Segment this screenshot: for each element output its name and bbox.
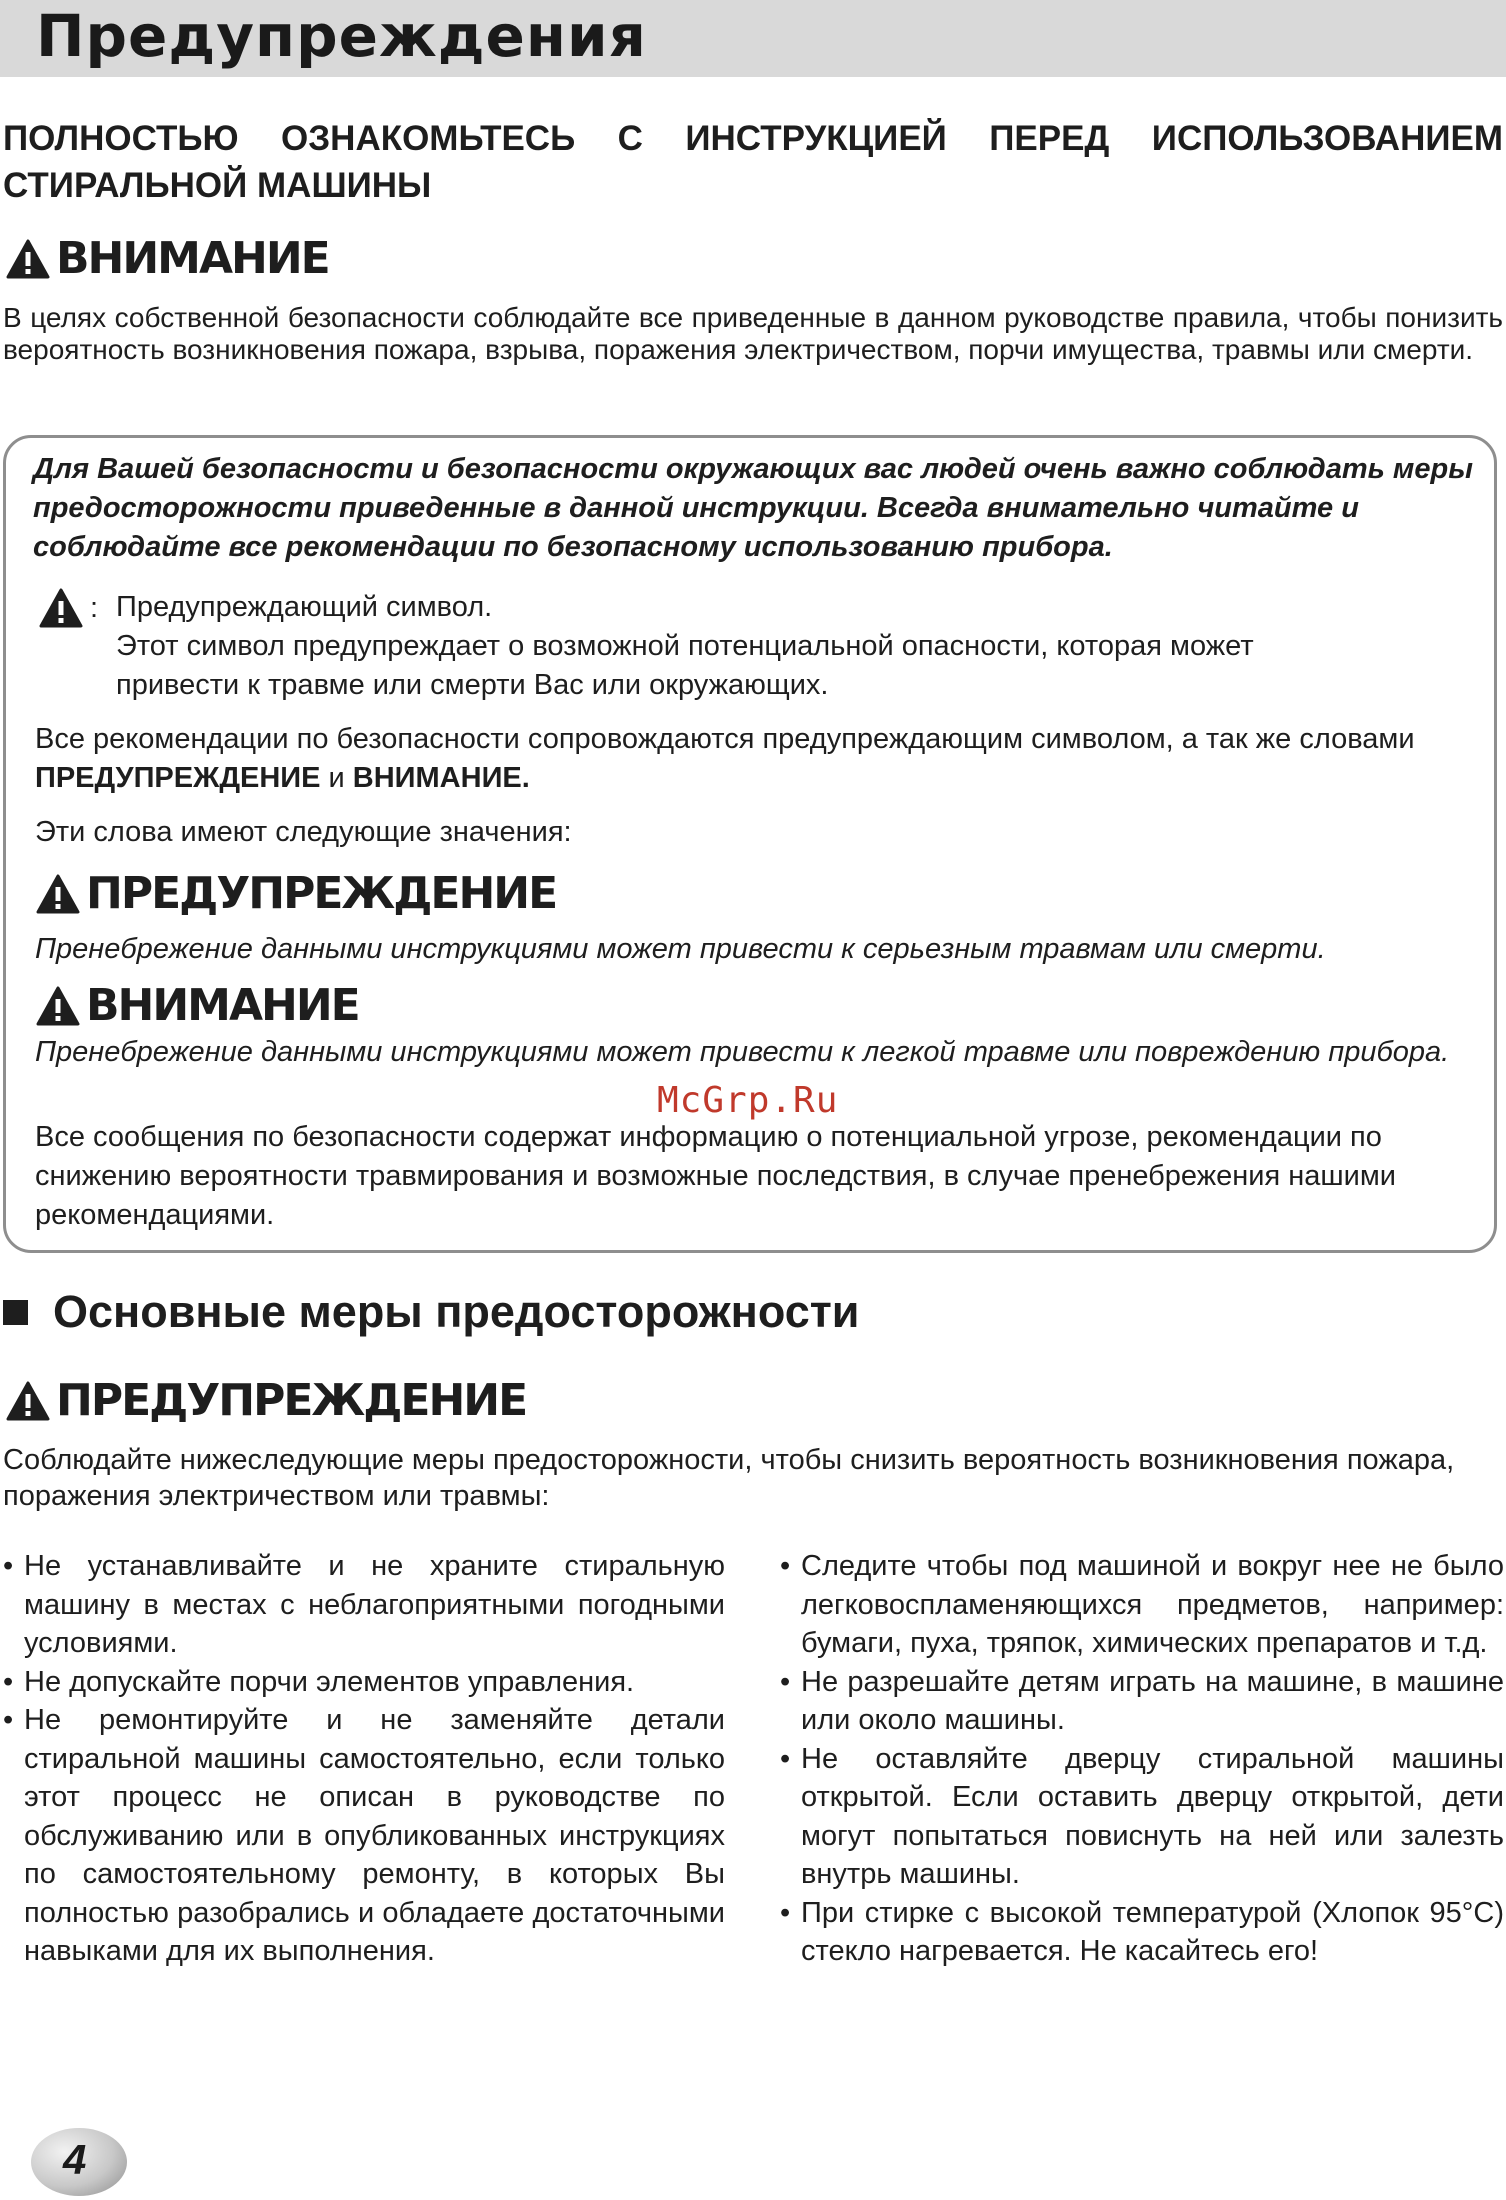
list-item: • Следите чтобы под машиной и вокруг нее не было легковоспламеняющихся предметов, например: бумаги, пуха, тряпок, химических препаратов и т.д. bbox=[780, 1547, 1504, 1663]
box-caution-title: ВНИМАНИЕ bbox=[86, 980, 359, 1031]
symbol-description: Этот символ предупреждает о возможной потенциальной опасности, которая может привести к травме или смерти Вас или окружающих. bbox=[116, 630, 1254, 701]
safety-intro: Для Вашей безопасности и безопасности окружающих вас людей очень важно соблюдать меры предосторожности приведенные в данной инструкции. Всегда внимательно читайте и соблюдайте все рекомендации по безопасному использованию прибора. bbox=[33, 453, 1473, 563]
symbol-colon: : bbox=[90, 591, 99, 624]
caution-heading bbox=[6, 233, 329, 284]
warning-triangle-icon bbox=[38, 588, 84, 628]
recommendations-word-caution: ВНИМАНИЕ. bbox=[352, 762, 530, 794]
recommendations-prefix: Все рекомендации по безопасности сопровождаются предупреждающим символом, а так же словами bbox=[35, 723, 1415, 755]
page-number: 4 bbox=[63, 2136, 87, 2183]
symbol-legend bbox=[38, 588, 98, 628]
section-warning-title: ПРЕДУПРЕЖДЕНИЕ bbox=[56, 1375, 527, 1426]
box-warning-heading bbox=[36, 868, 556, 919]
intro-heading: ПОЛНОСТЬЮ ОЗНАКОМЬТЕСЬ С ИНСТРУКЦИЕЙ ПЕРЕД ИСПОЛЬЗОВАНИЕМ СТИРАЛЬНОЙ МАШИНЫ bbox=[3, 119, 1503, 205]
precautions-left-column bbox=[3, 1547, 725, 1971]
meanings-text: Эти слова имеют следующие значения: bbox=[35, 816, 572, 848]
symbol-title: Предупреждающий символ. bbox=[116, 591, 493, 623]
recommendations-text bbox=[35, 720, 1465, 798]
list-item: • Не ремонтируйте и не заменяйте детали стиральной машины самостоятельно, если только этот процесс не описан в руководстве по обслуживанию или в опубликованных инструкциях по самостоятельному ремонту, в которых Вы полностью разобрались и обладаете достаточными навыками для их выполнения. bbox=[3, 1701, 725, 1971]
caution-title: ВНИМАНИЕ bbox=[56, 233, 329, 284]
messages-text: Все сообщения по безопасности содержат информацию о потенциальной угрозе, рекомендации по снижению вероятности травмирования и возможные последствия, в случае пренебрежения нашими рекомендациями. bbox=[35, 1121, 1396, 1231]
caution-text: В целях собственной безопасности соблюдайте все приведенные в данном руководстве правила, чтобы понизить вероятность возникновения пожара, взрыва, поражения электричеством, порчи имущества, травмы или смерти. bbox=[3, 302, 1503, 365]
list-item: • Не допускайте порчи элементов управления. bbox=[3, 1663, 725, 1702]
box-warning-title: ПРЕДУПРЕЖДЕНИЕ bbox=[86, 868, 557, 919]
list-item: • Не устанавливайте и не храните стиральную машину в местах с неблагоприятными погодными условиями. bbox=[3, 1547, 725, 1663]
box-caution-heading bbox=[36, 980, 359, 1031]
watermark: McGrp.Ru bbox=[657, 1080, 839, 1121]
warning-triangle-icon bbox=[36, 874, 80, 914]
recommendations-and: и bbox=[320, 762, 353, 794]
recommendations-word-warning: ПРЕДУПРЕЖДЕНИЕ bbox=[35, 762, 321, 794]
symbol-text bbox=[116, 588, 1316, 705]
list-item: • При стирке с высокой температурой (Хлопок 95°C) стекло нагревается. Не касайтесь его! bbox=[780, 1894, 1504, 1971]
section-heading bbox=[3, 1286, 859, 1338]
section-warning-heading bbox=[6, 1375, 526, 1426]
section-warning-text: Соблюдайте нижеследующие меры предосторожности, чтобы снизить вероятность возникновения пожара, поражения электричеством или травмы: bbox=[3, 1444, 1455, 1512]
precautions-right-column bbox=[780, 1547, 1504, 1971]
list-item: • Не оставляйте дверцу стиральной машины открытой. Если оставить дверцу открытой, дети могут попытаться повиснуть на ней или залезть внутрь машины. bbox=[780, 1740, 1504, 1894]
page-number-badge bbox=[31, 2128, 127, 2196]
page-title: Предупреждения bbox=[36, 2, 647, 70]
page-header bbox=[0, 0, 1506, 77]
warning-triangle-icon bbox=[6, 1381, 50, 1421]
section-title: Основные меры предосторожности bbox=[53, 1286, 860, 1337]
warning-triangle-icon bbox=[36, 986, 80, 1026]
box-warning-text: Пренебрежение данными инструкциями может привести к серьезным травмам или смерти. bbox=[35, 933, 1326, 965]
square-bullet-icon bbox=[3, 1300, 28, 1325]
box-caution-text: Пренебрежение данными инструкциями может привести к легкой травме или повреждению прибора. bbox=[35, 1036, 1450, 1068]
list-item: • Не разрешайте детям играть на машине, в машине или около машины. bbox=[780, 1663, 1504, 1740]
warning-triangle-icon bbox=[6, 239, 50, 279]
